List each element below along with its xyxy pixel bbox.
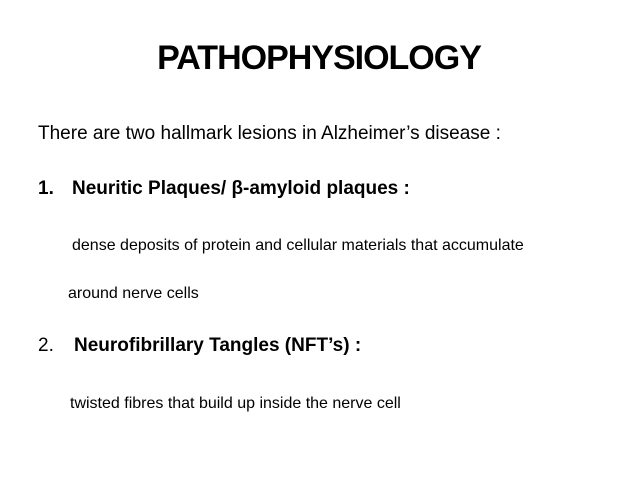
list-item-2-heading <box>38 334 361 358</box>
list-item-1-heading <box>38 177 410 201</box>
intro-text: There are two hallmark lesions in Alzheimer’s disease : <box>38 123 501 144</box>
list-item-1-number: 1. <box>38 178 54 199</box>
list-item-2-description-line-1: twisted fibres that build up inside the nerve cell <box>70 395 401 412</box>
list-item-1-description-line-2: around nerve cells <box>68 285 199 302</box>
list-item-2-label: Neurofibrillary Tangles (NFT’s) : <box>74 335 362 356</box>
list-item-2-number: 2. <box>38 335 54 356</box>
list-item-1-label: Neuritic Plaques/ β-amyloid plaques : <box>72 178 410 199</box>
slide-title: PATHOPHYSIOLOGY <box>157 39 481 77</box>
list-item-1-description-line-1: dense deposits of protein and cellular materials that accumulate <box>72 237 524 254</box>
